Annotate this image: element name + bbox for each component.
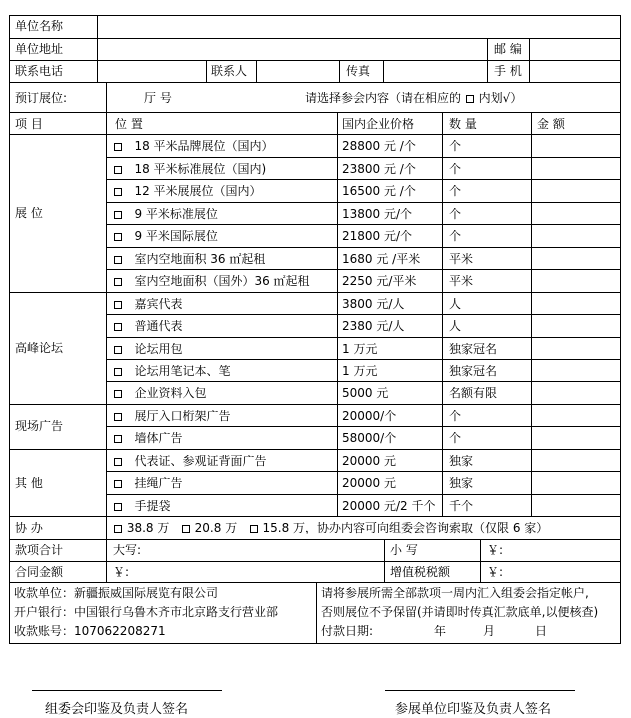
table-row[interactable]: 挂绳广告 (113, 477, 182, 489)
table-row[interactable]: 室内空地面积 36 ㎡起租 (113, 253, 265, 265)
unit-cell: 名额有限 (449, 387, 498, 399)
row-divider (9, 112, 621, 113)
checkbox-icon[interactable] (114, 390, 122, 398)
date-year: 年 (434, 625, 447, 637)
column-divider (383, 60, 384, 83)
unit-cell: 独家冠名 (449, 343, 498, 355)
column-divider (339, 60, 340, 83)
unit-cell: 个 (449, 185, 462, 197)
tax-yen: ￥: (487, 566, 504, 578)
capital-label: 大写: (113, 544, 142, 556)
table-row[interactable]: 普通代表 (113, 320, 182, 332)
checkbox-icon[interactable] (114, 413, 122, 421)
checkbox-icon[interactable] (250, 525, 258, 533)
table-row[interactable]: 企业资料入包 (113, 387, 206, 399)
table-border-right (620, 15, 621, 644)
organizer-signature-label: 组委会印鉴及负责人签名 (45, 702, 189, 717)
unit-name-label: 单位名称 (15, 20, 64, 32)
price-cell: 3800 元/人 (342, 298, 405, 310)
table-row[interactable]: 展厅入口桁架广告 (113, 410, 230, 422)
payment-date-label: 付款日期: (321, 625, 374, 637)
price-cell: 2250 元/平米 (342, 275, 417, 287)
price-cell: 23800 元 /个 (342, 163, 416, 175)
row-divider (9, 134, 621, 135)
checkbox-icon[interactable] (114, 435, 122, 443)
table-border-top (9, 15, 621, 16)
table-row[interactable]: 墙体广告 (113, 432, 182, 444)
price-cell: 28800 元 /个 (342, 140, 416, 152)
unit-cell: 独家 (449, 477, 474, 489)
payment-notice-1: 请将参展所需全部款项一周内汇入组委会指定帐户, (321, 587, 589, 599)
section-divider (9, 404, 621, 405)
tax-label: 增值税税额 (390, 566, 451, 578)
contact-label: 联系人 (211, 65, 248, 77)
price-cell: 58000/个 (342, 432, 397, 444)
booking-label: 预订展位: (15, 92, 68, 104)
unit-cell: 千个 (449, 500, 474, 512)
price-cell: 5000 元 (342, 387, 389, 399)
unit-cell: 平米 (449, 275, 474, 287)
checkbox-icon[interactable] (114, 143, 122, 151)
table-border-bottom (9, 643, 621, 644)
row-divider (106, 314, 621, 315)
column-divider (97, 15, 98, 83)
unit-cell: 独家 (449, 455, 474, 467)
price-cell: 1 万元 (342, 343, 378, 355)
unit-cell: 平米 (449, 253, 474, 265)
row-divider (106, 202, 621, 203)
row-divider (106, 157, 621, 158)
column-divider (256, 60, 257, 83)
section-onsite-ads: 现场广告 (15, 420, 64, 432)
row-divider (106, 269, 621, 270)
table-row[interactable]: 9 平米标准展位 (113, 208, 218, 220)
column-divider (316, 582, 317, 644)
price-cell: 20000 元 (342, 477, 396, 489)
signature-line-right (385, 690, 575, 691)
postcode-label: 邮 编 (494, 43, 522, 55)
table-row[interactable]: 9 平米国际展位 (113, 230, 218, 242)
col-header-position: 位 置 (115, 118, 143, 130)
column-divider (480, 539, 481, 583)
unit-cell: 个 (449, 140, 462, 152)
col-header-price: 国内企业价格 (342, 118, 415, 130)
checkbox-icon[interactable] (114, 503, 122, 511)
table-row[interactable]: 室内空地面积（国外）36 ㎡起租 (113, 275, 310, 287)
table-row[interactable]: 代表证、参观证背面广告 (113, 455, 266, 467)
section-divider (9, 449, 621, 450)
section-booth: 展 位 (15, 207, 43, 219)
checkbox-icon[interactable] (114, 346, 122, 354)
price-cell: 21800 元/个 (342, 230, 413, 242)
table-row[interactable]: 论坛用笔记本、笔 (113, 365, 230, 377)
checkbox-icon[interactable] (182, 525, 190, 533)
unit-cell: 个 (449, 208, 462, 220)
price-cell: 20000 元/2 千个 (342, 500, 436, 512)
checkbox-icon[interactable] (114, 480, 122, 488)
section-other: 其 他 (15, 477, 43, 489)
row-divider (106, 494, 621, 495)
row-divider (106, 426, 621, 427)
checkbox-icon[interactable] (114, 301, 122, 309)
contract-label: 合同金额 (15, 566, 64, 578)
price-cell: 20000/个 (342, 410, 397, 422)
registration-form (9, 15, 621, 644)
unit-cell: 人 (449, 298, 462, 310)
payee: 收款单位：新疆振威国际展览有限公司 (14, 587, 219, 599)
price-cell: 16500 元 /个 (342, 185, 416, 197)
total-label: 款项合计 (15, 544, 64, 556)
checkbox-icon[interactable] (114, 233, 122, 241)
price-cell: 2380 元/人 (342, 320, 405, 332)
checkbox-icon[interactable] (114, 188, 122, 196)
column-divider (531, 112, 532, 517)
price-cell: 13800 元/个 (342, 208, 413, 220)
account-number: 收款账号：107062208271 (14, 625, 166, 637)
column-divider (106, 112, 107, 539)
checkbox-icon (466, 95, 474, 103)
section-forum: 高峰论坛 (15, 342, 64, 354)
checkbox-icon[interactable] (114, 166, 122, 174)
column-divider (106, 539, 107, 583)
total-yen: ￥: (487, 544, 504, 556)
date-month: 月 (483, 625, 496, 637)
section-divider (9, 516, 621, 517)
co-organizer-label: 协 办 (15, 522, 43, 534)
unit-cell: 个 (449, 163, 462, 175)
checkbox-icon[interactable] (114, 256, 122, 264)
booking-instruction (305, 92, 522, 104)
mobile-label: 手 机 (494, 65, 522, 77)
table-row[interactable]: 嘉宾代表 (113, 298, 182, 310)
table-row[interactable]: 18 平米标准展位（国内) (113, 163, 266, 175)
unit-cell: 个 (449, 410, 462, 422)
contract-yen: ￥: (113, 566, 130, 578)
unit-cell: 独家冠名 (449, 365, 498, 377)
section-divider (9, 292, 621, 293)
col-header-quantity: 数 量 (449, 118, 477, 130)
table-row[interactable]: 18 平米品牌展位（国内） (113, 140, 274, 152)
payment-notice-2: 否则展位不予保留(并请即时传真汇款底单,以便核查) (321, 606, 599, 618)
col-header-item: 项 目 (15, 118, 43, 130)
unit-cell: 个 (449, 432, 462, 444)
instruction-prefix: 请选择参会内容（请在相应的 (305, 92, 462, 104)
price-cell: 20000 元 (342, 455, 396, 467)
row-divider (106, 337, 621, 338)
price-cell: 1 万元 (342, 365, 378, 377)
column-divider (106, 82, 107, 113)
table-row[interactable]: 手提袋 (113, 500, 170, 512)
column-divider (337, 112, 338, 517)
bank: 开户银行：中国银行乌鲁木齐市北京路支行营业部 (14, 606, 279, 618)
exhibitor-signature-label: 参展单位印鉴及负责人签名 (395, 702, 552, 717)
checkbox-icon[interactable] (114, 211, 122, 219)
column-divider (529, 38, 530, 83)
checkbox-icon[interactable] (114, 525, 122, 533)
unit-address-label: 单位地址 (15, 43, 64, 55)
checkbox-icon[interactable] (114, 323, 122, 331)
row-divider (106, 247, 621, 248)
option-38: 38.8 万 (126, 522, 170, 534)
hall-number: 厅 号 (144, 92, 172, 104)
fax-label: 传真 (346, 65, 371, 77)
phone-label: 联系电话 (15, 65, 64, 77)
row-divider (9, 582, 621, 583)
unit-cell: 人 (449, 320, 462, 332)
date-day: 日 (535, 625, 548, 637)
column-divider (442, 112, 443, 517)
unit-cell: 个 (449, 230, 462, 242)
table-row[interactable]: 论坛用包 (113, 343, 182, 355)
row-divider (106, 224, 621, 225)
checkbox-icon[interactable] (114, 368, 122, 376)
table-border-left (9, 15, 10, 644)
col-header-amount: 金 额 (537, 118, 565, 130)
checkbox-icon[interactable] (114, 458, 122, 466)
option-15: 15.8 万，协办内容可向组委会咨询索取（仅限 6 家） (262, 522, 549, 534)
row-divider (106, 471, 621, 472)
co-organizer-options (113, 522, 548, 534)
row-divider (106, 359, 621, 360)
column-divider (384, 539, 385, 583)
row-divider (106, 381, 621, 382)
option-20: 20.8 万 (194, 522, 238, 534)
signature-line-left (32, 690, 222, 691)
column-divider (487, 38, 488, 83)
checkbox-icon[interactable] (114, 278, 122, 286)
row-divider (9, 539, 621, 540)
small-label: 小 写 (390, 544, 418, 556)
row-divider (9, 561, 621, 562)
column-divider (206, 60, 207, 83)
row-divider (106, 179, 621, 180)
price-cell: 1680 元 /平米 (342, 253, 421, 265)
table-row[interactable]: 12 平米展展位（国内） (113, 185, 262, 197)
instruction-suffix: 内划√） (478, 92, 523, 104)
